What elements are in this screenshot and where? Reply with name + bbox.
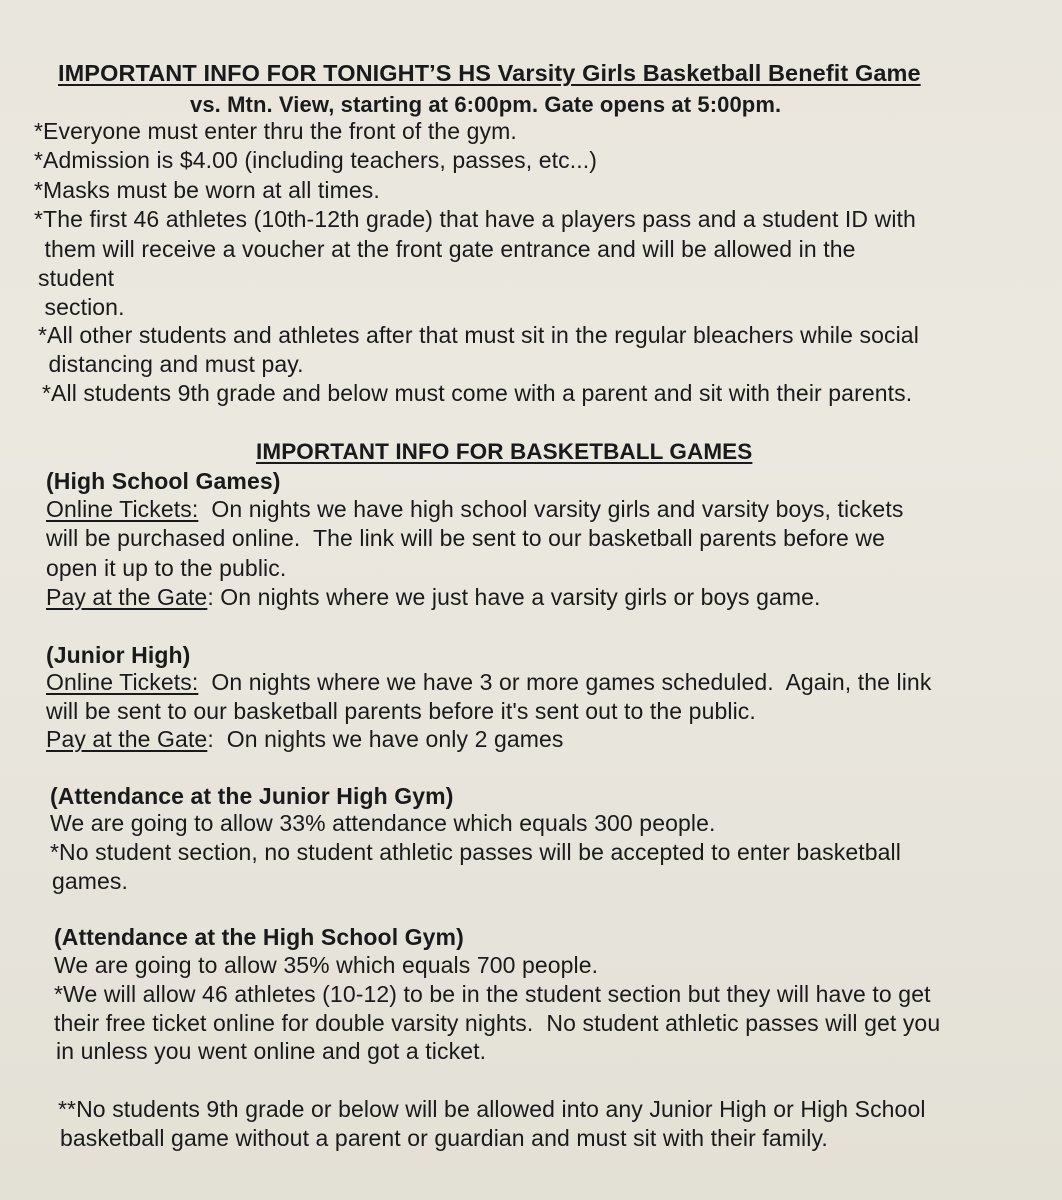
junior-high-heading: (Junior High): [46, 642, 191, 668]
rule-line: *All students 9th grade and below must come with a parent and sit with their parents.: [42, 380, 913, 406]
jh-online-tickets-line: [46, 667, 931, 697]
hs-gym-line: their free ticket online for double varsity nights. No student athletic passes will get you: [54, 1010, 941, 1036]
jh-gym-line: We are going to allow 33% attendance which equals 300 people.: [50, 810, 716, 836]
hs-gate-line: [46, 582, 821, 612]
rule-line: *Masks must be worn at all times.: [34, 177, 380, 203]
jh-online-label: Online Tickets:: [46, 669, 199, 695]
section1-subtitle: vs. Mtn. View, starting at 6:00pm. Gate opens at 5:00pm.: [190, 92, 782, 117]
rule-line: distancing and must pay.: [42, 351, 304, 377]
hs-online-tickets-line: [46, 494, 903, 524]
rule-line: student: [38, 265, 115, 291]
rule-line: section.: [38, 294, 125, 320]
hs-gym-heading: (Attendance at the High School Gym): [54, 924, 464, 950]
hs-online-label: Online Tickets:: [46, 496, 199, 522]
rule-line: *The first 46 athletes (10th-12th grade) that have a players pass and a student ID with: [34, 206, 916, 232]
hs-gym-line: in unless you went online and got a ticket.: [56, 1038, 487, 1064]
jh-gate-text: : On nights we have only 2 games: [207, 726, 564, 752]
rule-line: *Admission is $4.00 (including teachers, passes, etc...): [34, 147, 597, 173]
footer-note: **No students 9th grade or below will be allowed into any Junior High or High School: [58, 1096, 926, 1122]
hs-online-text: On nights we have high school varsity girls and varsity boys, tickets: [198, 496, 904, 522]
jh-online-text: On nights where we have 3 or more games scheduled. Again, the link: [198, 669, 932, 695]
jh-gym-line: *No student section, no student athletic passes will be accepted to enter basketball: [50, 839, 901, 865]
jh-gate-label: Pay at the Gate: [46, 726, 208, 752]
hs-gate-label: Pay at the Gate: [46, 584, 208, 610]
jh-gate-line: [46, 724, 564, 754]
high-school-heading: (High School Games): [46, 468, 281, 494]
hs-gate-text: : On nights where we just have a varsity girls or boys game.: [207, 584, 821, 610]
hs-gym-line: We are going to allow 35% which equals 700 people.: [54, 952, 599, 978]
jh-gym-heading: (Attendance at the Junior High Gym): [50, 783, 454, 809]
section1-title: IMPORTANT INFO FOR TONIGHT’S HS Varsity Girls Basketball Benefit Game: [58, 60, 921, 86]
rule-line: *Everyone must enter thru the front of the gym.: [34, 118, 517, 144]
rule-line: them will receive a voucher at the front gate entrance and will be allowed in the: [38, 236, 856, 262]
footer-note: basketball game without a parent or guardian and must sit with their family.: [60, 1125, 828, 1151]
jh-gym-line: games.: [52, 868, 129, 894]
hs-online-cont: will be purchased online. The link will be sent to our basketball parents before we: [46, 525, 886, 551]
hs-online-cont: open it up to the public.: [46, 555, 287, 581]
jh-online-cont: will be sent to our basketball parents before it's sent out to the public.: [46, 698, 756, 724]
rule-line: *All other students and athletes after that must sit in the regular bleachers while social: [38, 322, 919, 348]
hs-gym-line: *We will allow 46 athletes (10-12) to be in the student section but they will have to get: [54, 981, 931, 1007]
section2-title: IMPORTANT INFO FOR BASKETBALL GAMES: [256, 439, 753, 464]
